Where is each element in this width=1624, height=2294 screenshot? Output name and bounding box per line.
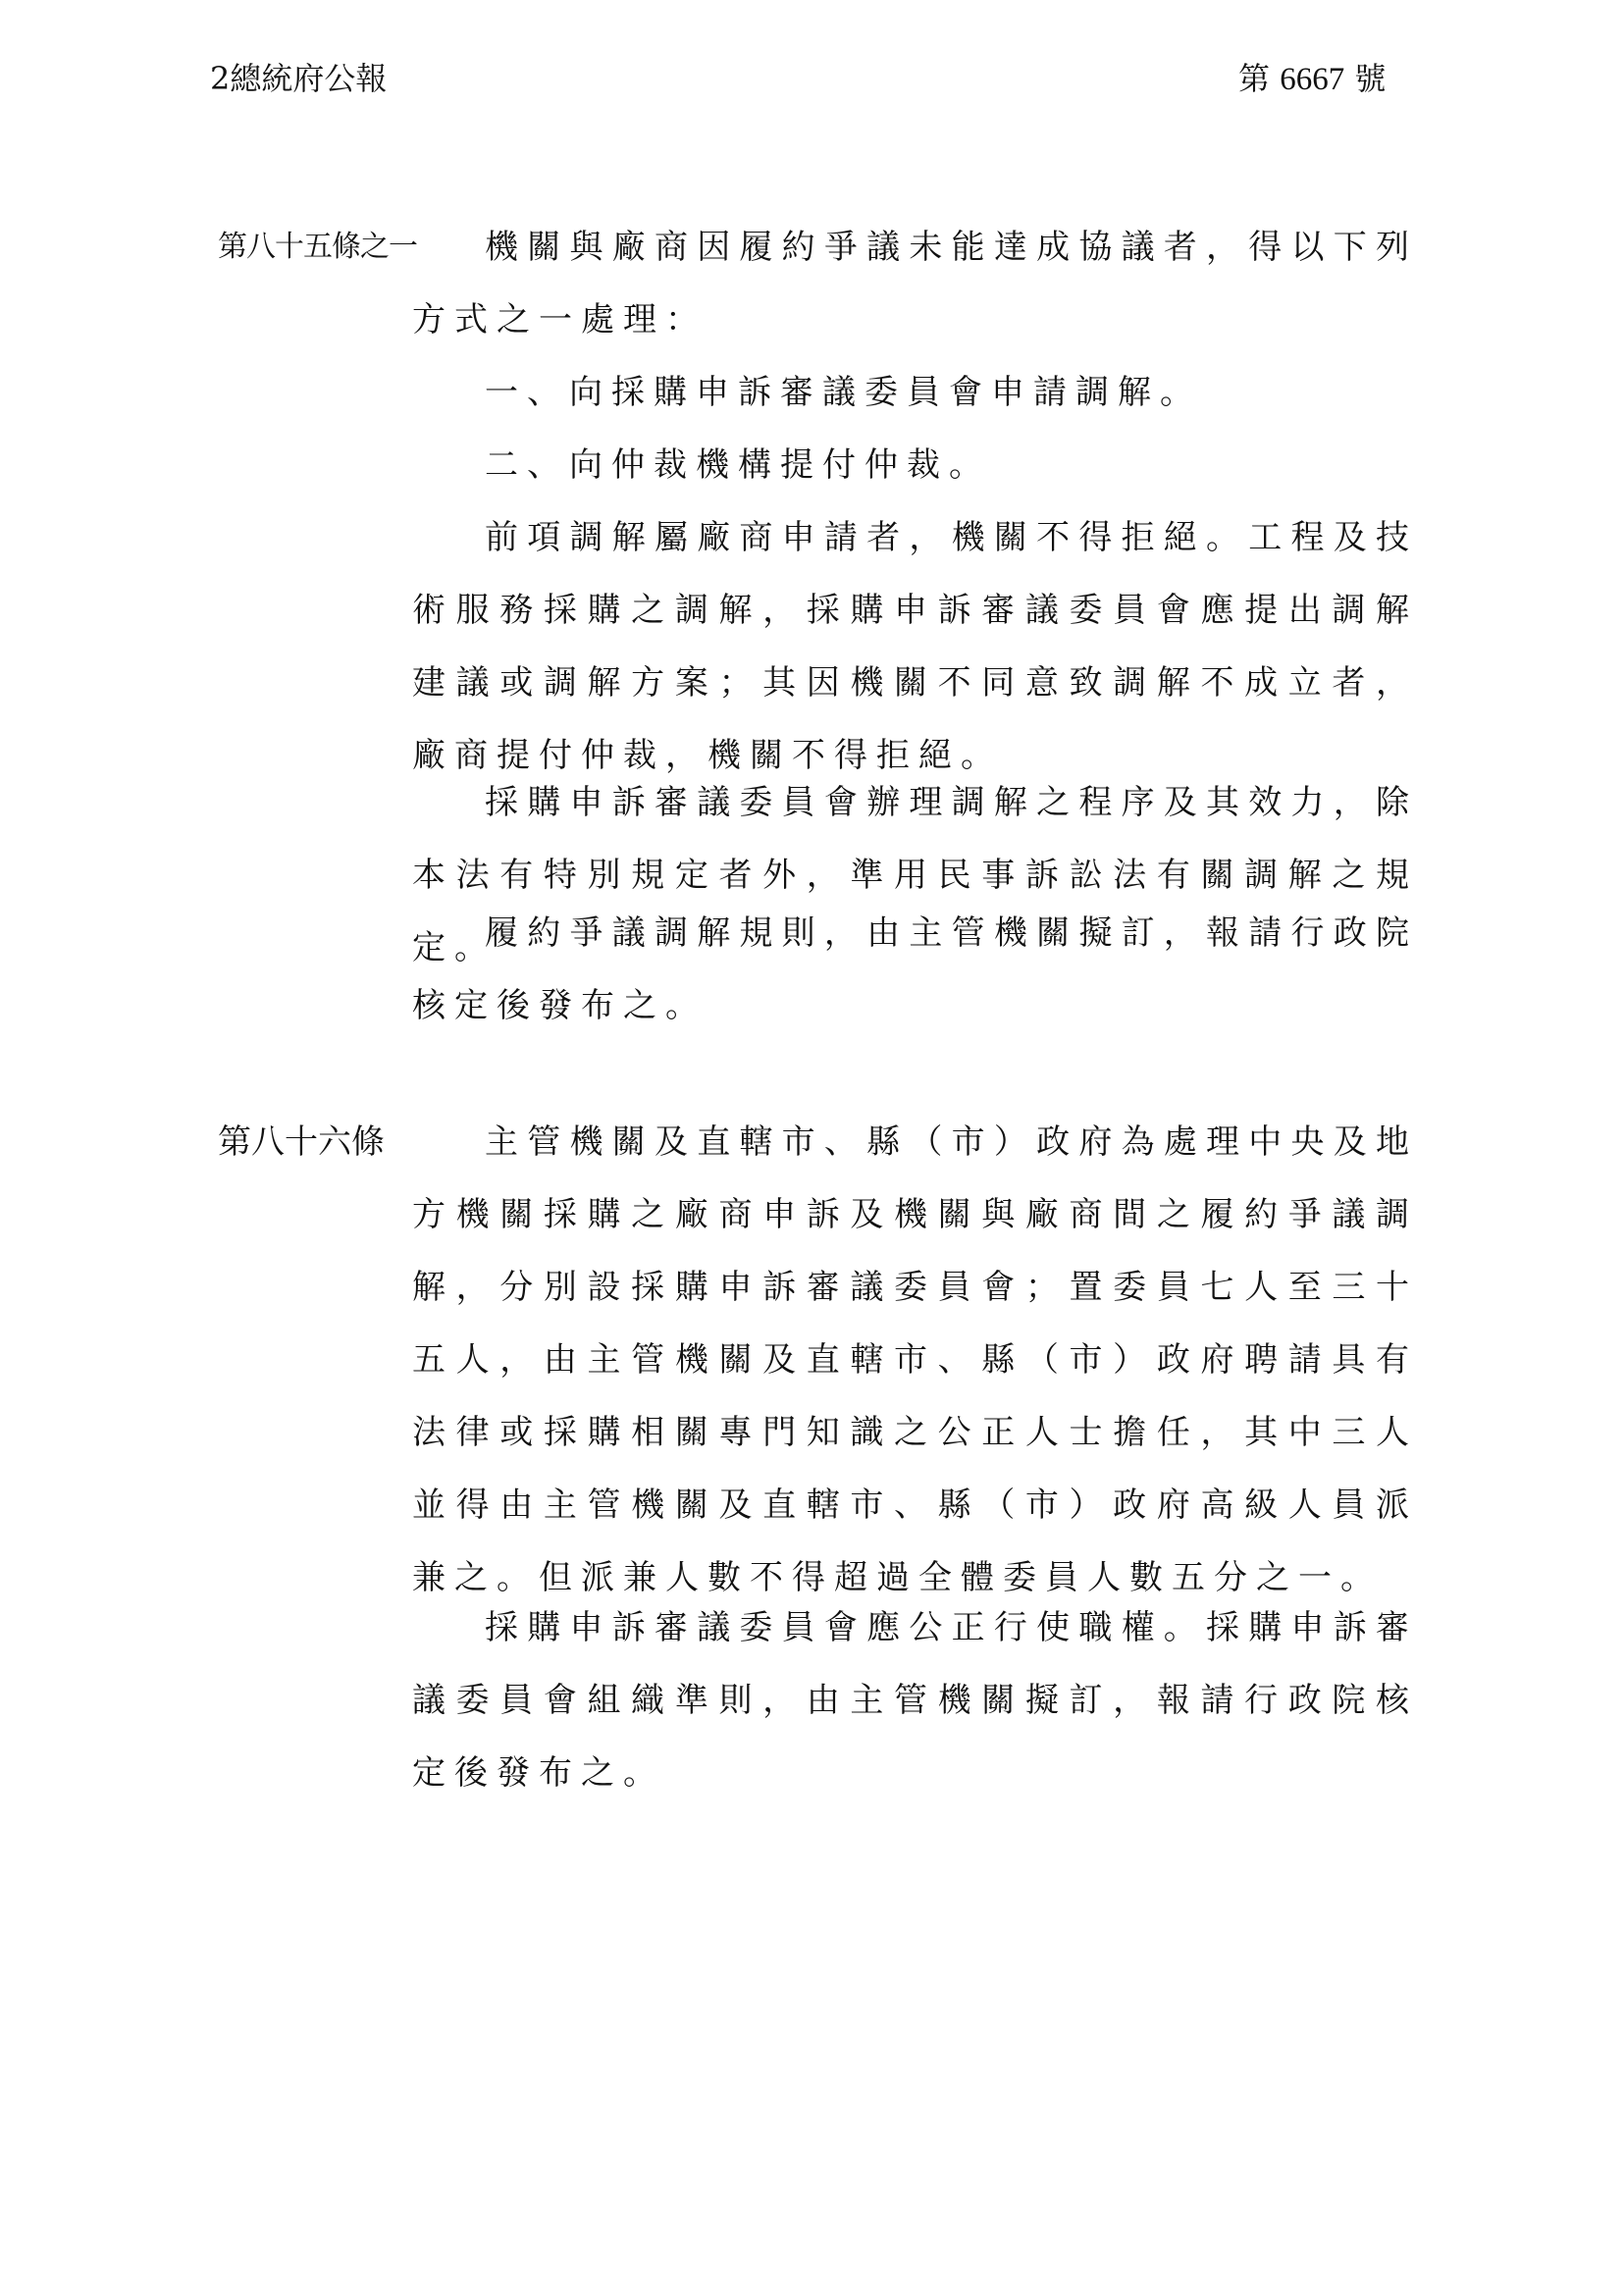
- article-paragraph: 前項調解屬廠商申請者，機關不得拒絕。工程及技術服務採購之調解，採購申訴審議委員會應提出調解建議或調解方案；其因機關不同意致調解不成立者，廠商提付仲裁，機關不得拒絕。: [412, 518, 1418, 775]
- article-paragraph: 採購申訴審議委員會應公正行使職權。採購申訴審議委員會組織準則，由主管機關擬訂，報請行政院核定後發布之。: [412, 1608, 1418, 1793]
- issue-number-value: 6667: [1280, 62, 1345, 97]
- issue-suffix: 號: [1354, 60, 1387, 97]
- article-paragraph: 採購申訴審議委員會辦理調解之程序及其效力，除本法有特別規定者外，準用民事訴訟法有關調解之規定。: [412, 783, 1418, 967]
- article-label: 第八十五條之一: [218, 230, 417, 264]
- article-item: 二、向仲裁機構提付仲裁。: [485, 445, 991, 485]
- article-paragraph: 履約爭議調解規則，由主管機關擬訂，報請行政院核定後發布之。: [412, 913, 1418, 1025]
- gazette-title: 2總統府公報: [210, 60, 388, 97]
- article-paragraph: 機關與廠商因履約爭議未能達成協議者，得以下列方式之一處理：: [412, 228, 1418, 339]
- article-label: 第八十六條: [218, 1122, 385, 1162]
- issue-number: [1238, 59, 1386, 99]
- article-paragraph: 主管機關及直轄市、縣（市）政府為處理中央及地方機關採購之廠商申訴及機關與廠商間之履約爭議調解，分別設採購申訴審議委員會；置委員七人至三十五人，由主管機關及直轄市、縣（市）政府聘請具有法律或採購相關專門知識之公正人士擔任，其中三人並得由主管機關及直轄市、縣（市）政府高級人員派兼之。但派兼人數不得超過全體委員人數五分之一。: [412, 1122, 1418, 1597]
- article-item: 一、向採購申訴審議委員會申請調解。: [485, 373, 1202, 412]
- issue-prefix: 第: [1238, 60, 1271, 97]
